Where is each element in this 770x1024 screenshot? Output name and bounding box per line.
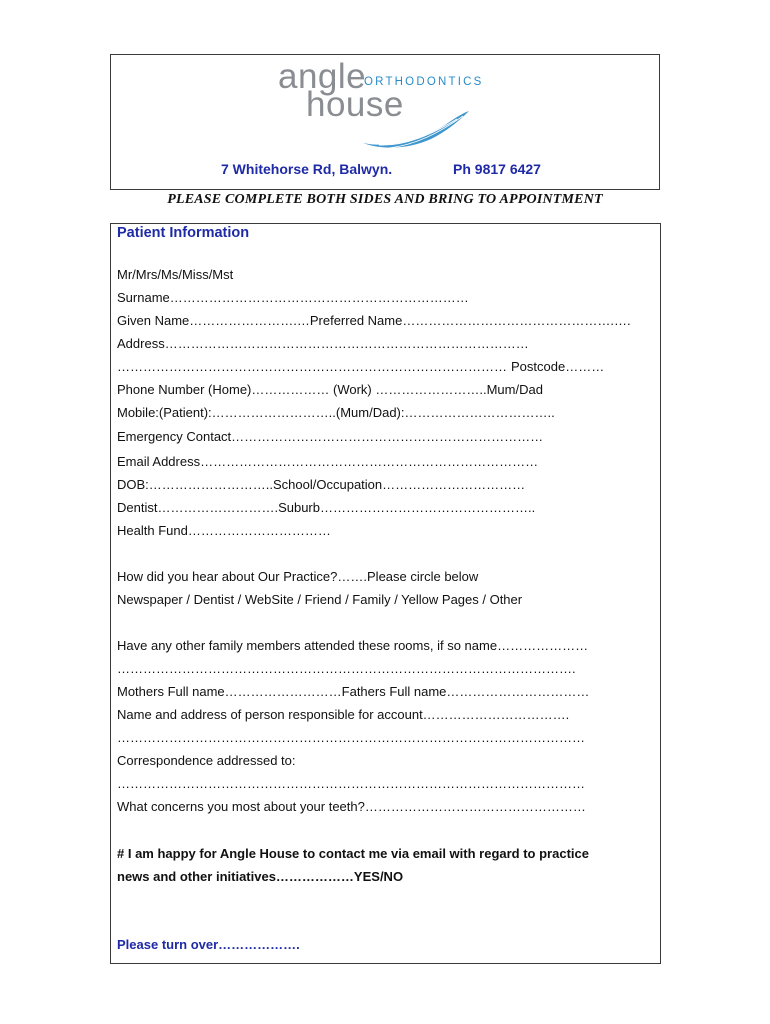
practice-address: 7 Whitehorse Rd, Balwyn. [221, 161, 393, 177]
email-consent-line-1: # I am happy for Angle House to contact me via email with regard to practice [117, 846, 589, 861]
form-instruction: PLEASE COMPLETE BOTH SIDES AND BRING TO APPOINTMENT [167, 192, 603, 207]
referral-options[interactable]: Newspaper / Dentist / WebSite / Friend / Family / Yellow Pages / Other [117, 592, 523, 607]
health-fund-field[interactable]: Health Fund…………………………… [117, 523, 331, 538]
salutation-field[interactable]: Mr/Mrs/Ms/Miss/Mst [117, 267, 234, 282]
dentist-suburb-field[interactable]: Dentist……………………….Suburb………………………………………….. [117, 500, 536, 515]
patient-information-form [110, 223, 661, 964]
mobile-field[interactable]: Mobile:(Patient):………………………..(Mum/Dad):…………………………….. [117, 405, 555, 420]
postcode-field[interactable]: Postcode……… [511, 359, 605, 374]
logo-tagline: ORTHODONTICS [364, 76, 484, 88]
section-title: Patient Information [117, 225, 250, 241]
practice-phone: Ph 9817 6427 [453, 161, 541, 177]
angle-house-logo [276, 59, 516, 159]
referral-question: How did you hear about Our Practice?…….Please circle below [117, 569, 479, 584]
parents-names-field[interactable]: Mothers Full name………………………Fathers Full name…………………………… [117, 684, 590, 699]
email-address-field[interactable]: Email Address…………………………………………………………………… [117, 454, 539, 469]
correspondence-label: Correspondence addressed to: [117, 753, 296, 768]
swoosh-icon [361, 109, 471, 151]
logo-word-house: house [306, 85, 404, 124]
given-name-field[interactable]: Given Name…………………….…Preferred Name………………………………………….…. [117, 313, 631, 328]
responsible-person-continued-field[interactable]: ……………………………………………………………………………………………… [117, 730, 585, 745]
emergency-contact-field[interactable]: Emergency Contact……………………………………………………………… [117, 429, 544, 444]
responsible-person-field[interactable]: Name and address of person responsible for account……………………………. [117, 707, 570, 722]
email-consent-line-2[interactable]: news and other initiatives………………YES/NO [117, 869, 404, 884]
address-continued-field[interactable]: ……………………………………………………………………………… [117, 359, 507, 374]
address-field[interactable]: Address………………………………………………………………………… [117, 336, 529, 351]
teeth-concerns-field[interactable]: What concerns you most about your teeth?…………………………………………… [117, 799, 586, 814]
phone-number-field[interactable]: Phone Number (Home)……………… (Work) ……………………..Mum/Dad [117, 382, 543, 397]
logo-word-angle: angle [278, 57, 367, 96]
dob-occupation-field[interactable]: DOB:………………………..School/Occupation…………………………… [117, 477, 526, 492]
turn-over-note: Please turn over………………. [117, 937, 300, 952]
practice-header [110, 54, 660, 190]
surname-field[interactable]: Surname…………………………………………………………… [117, 290, 469, 305]
family-members-continued-field[interactable]: ……………………………………………………………………………………………. [117, 661, 576, 676]
family-members-field[interactable]: Have any other family members attended these rooms, if so name………………… [117, 638, 589, 653]
correspondence-field[interactable]: ……………………………………………………………………………………………… [117, 776, 585, 791]
